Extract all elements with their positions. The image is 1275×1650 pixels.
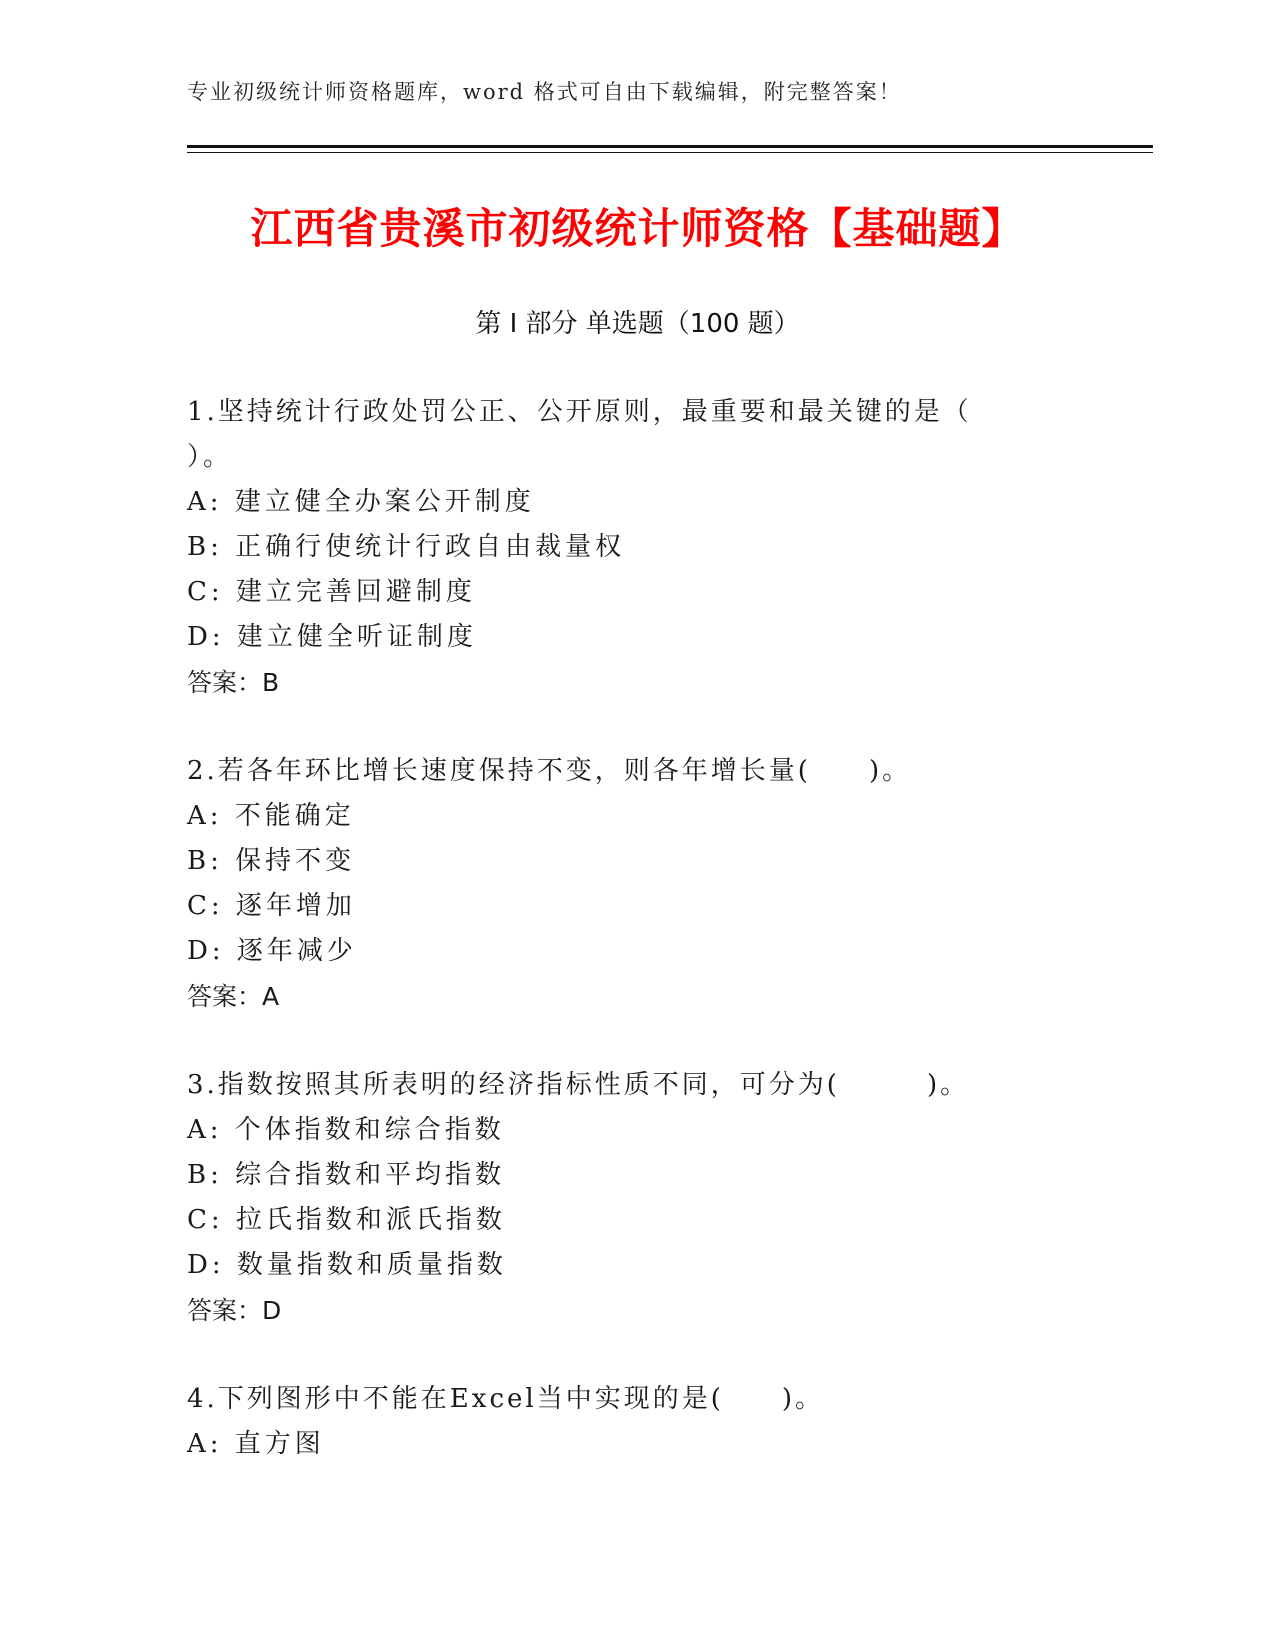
option-d: D: 数量指数和质量指数 — [187, 1250, 507, 1280]
header-rule-thick — [187, 145, 1153, 148]
question-stem: 1.坚持统计行政处罚公正、公开原则，最重要和最关键的是（ ）。 — [187, 397, 972, 472]
option-a: A: 直方图 — [187, 1429, 325, 1459]
option-b: B: 综合指数和平均指数 — [187, 1160, 506, 1190]
option-d: D: 逐年减少 — [187, 936, 357, 966]
section-title: 第 I 部分 单选题（100 题） — [475, 309, 800, 339]
header-rule-thin — [187, 152, 1153, 153]
header-note: 专业初级统计师资格题库，word 格式可自由下载编辑，附完整答案！ — [187, 80, 902, 104]
question-stem: 2.若各年环比增长速度保持不变，则各年增长量( )。 — [187, 756, 912, 786]
option-c: C: 逐年增加 — [187, 891, 356, 921]
answer: 答案：D — [187, 1296, 282, 1325]
option-d: D: 建立健全听证制度 — [187, 622, 477, 652]
question-list — [187, 390, 987, 1511]
option-a: A: 建立健全办案公开制度 — [187, 487, 535, 517]
question-3 — [187, 1063, 987, 1333]
answer: 答案：B — [187, 668, 280, 697]
question-stem: 3.指数按照其所表明的经济指标性质不同，可分为( )。 — [187, 1070, 970, 1100]
option-b: B: 保持不变 — [187, 846, 356, 876]
option-c: C: 建立完善回避制度 — [187, 577, 476, 607]
question-2 — [187, 749, 987, 1019]
option-c: C: 拉氏指数和派氏指数 — [187, 1205, 506, 1235]
document-title: 江西省贵溪市初级统计师资格【基础题】 — [250, 204, 1025, 253]
option-b: B: 正确行使统计行政自由裁量权 — [187, 532, 626, 562]
option-a: A: 个体指数和综合指数 — [187, 1115, 505, 1145]
question-1 — [187, 390, 987, 705]
answer: 答案：A — [187, 982, 280, 1011]
question-4 — [187, 1377, 987, 1467]
option-a: A: 不能确定 — [187, 801, 355, 831]
question-stem: 4.下列图形中不能在Excel当中实现的是( )。 — [187, 1384, 825, 1414]
